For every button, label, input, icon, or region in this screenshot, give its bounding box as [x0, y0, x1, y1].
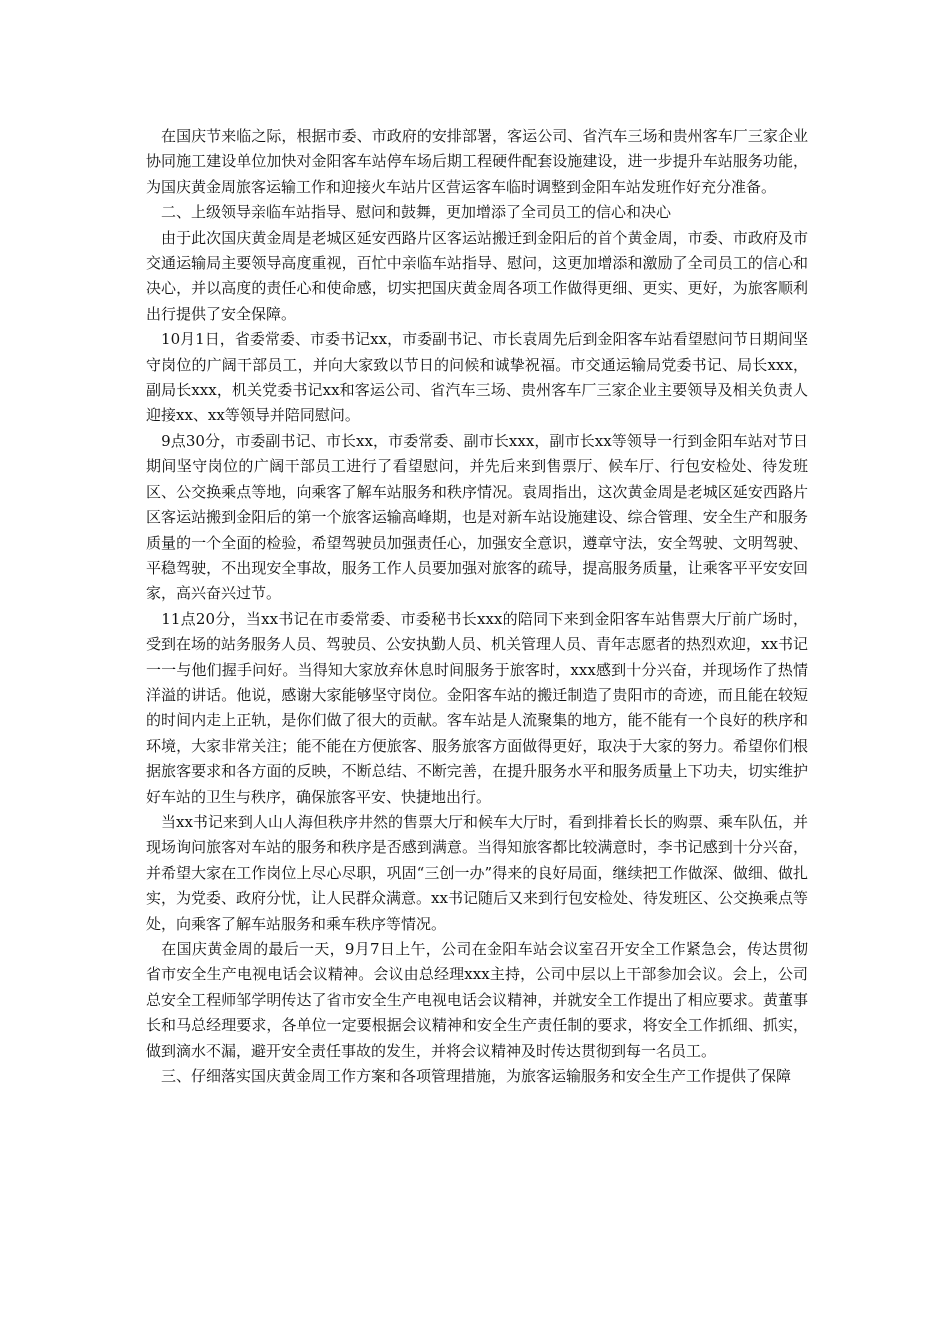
paragraph: 10月1日，省委常委、市委书记xx，市委副书记、市长袁周先后到金阳客车站看望慰问节日期间坚守岗位的广阔干部员工，并向大家致以节日的问候和诚挚祝福。市交通运输局党委书记、局长xxx，副局长xxx，机关党委书记xx和客运公司、省汽车三场、贵州客车厂三家企业主要领导及相关负责人迎接xx、xx等领导并陪同慰问。 — [146, 330, 808, 425]
section-heading-2: 二、上级领导亲临车站指导、慰问和鼓舞，更加增添了全司员工的信心和决心 — [146, 203, 672, 222]
paragraph: 9点30分，市委副书记、市长xx，市委常委、副市长xxx，副市长xx等领导一行到金阳车站对节日期间坚守岗位的广阔干部员工进行了看望慰问，并先后来到售票厅、候车厅、行包安检处、待发班区、公交换乘点等地，向乘客了解车站服务和秩序情况。袁周指出，这次黄金周是老城区延安西路片区客运站搬到金阳后的第一个旅客运输高峰期，也是对新车站设施建设、综合管理、安全生产和服务质量的一个全面的检验，希望驾驶员加强责任心，加强安全意识，遵章守法，安全驾驶、文明驾驶、平稳驾驶，不出现安全事故，服务工作人员要加强对旅客的疏导，提高服务质量，让乘客平平安安回家，高兴奋兴过节。 — [146, 431, 808, 603]
paragraph: 当xx书记来到人山人海但秩序井然的售票大厅和候车大厅时，看到排着长长的购票、乘车队伍，并现场询问旅客对车站的服务和秩序是否感到满意。当得知旅客都比较满意时，李书记感到十分兴奋，并希望大家在工作岗位上尽心尽职，巩固“三创一办”得来的良好局面，继续把工作做深、做细、做扎实，为党委、政府分忧，让人民群众满意。xx书记随后又来到行包安检处、待发班区、公交换乘点等处，向乘客了解车站服务和乘车秩序等情况。 — [146, 812, 808, 933]
document-body — [146, 124, 808, 1089]
paragraph: 在国庆黄金周的最后一天，9月7日上午，公司在金阳车站会议室召开安全工作紧急会，传达贯彻省市安全生产电视电话会议精神。会议由总经理xxx主持，公司中层以上干部参加会议。会上，公司总安全工程师邹学明传达了省市安全生产电视电话会议精神，并就安全工作提出了相应要求。黄董事长和马总经理要求，各单位一定要根据会议精神和安全生产责任制的要求，将安全工作抓细、抓实，做到滴水不漏，避开安全责任事故的发生，并将会议精神及时传达贯彻到每一名员工。 — [146, 940, 808, 1060]
paragraph: 11点20分，当xx书记在市委常委、市委秘书长xxx的陪同下来到金阳客车站售票大厅前广场时，受到在场的站务服务人员、驾驶员、公安执勤人员、机关管理人员、青年志愿者的热烈欢迎，xx书记一一与他们握手问好。当得知大家放弃休息时间服务于旅客时，xxx感到十分兴奋，并现场作了热情洋溢的讲话。他说，感谢大家能够坚守岗位。金阳客车站的搬迁制造了贵阳市的奇迹，而且能在较短的时间内走上正轨，是你们做了很大的贡献。客车站是人流聚集的地方，能不能有一个良好的秩序和环境，大家非常关注；能不能在方便旅客、服务旅客方面做得更好，取决于大家的努力。希望你们根据旅客要求和各方面的反映，不断总结、不断完善，在提升服务水平和服务质量上下功夫，切实维护好车站的卫生与秩序，确保旅客平安、快捷地出行。 — [146, 609, 808, 806]
section-heading-3: 三、仔细落实国庆黄金周工作方案和各项管理措施，为旅客运输服务和安全生产工作提供了保障 — [146, 1067, 792, 1086]
paragraph: 由于此次国庆黄金周是老城区延安西路片区客运站搬迁到金阳后的首个黄金周，市委、市政府及市交通运输局主要领导高度重视，百忙中亲临车站指导、慰问，这更加增添和激励了全司员工的信心和决心，并以高度的责任心和使命感，切实把国庆黄金周各项工作做得更细、更实、更好，为旅客顺利出行提供了安全保障。 — [146, 228, 808, 323]
paragraph-intro: 在国庆节来临之际，根据市委、市政府的安排部署，客运公司、省汽车三场和贵州客车厂三家企业协同施工建设单位加快对金阳客车站停车场后期工程硬件配套设施建设，进一步提升车站服务功能，为国庆黄金周旅客运输工作和迎接火车站片区营运客车临时调整到金阳车站发班作好充分准备。 — [146, 127, 808, 196]
